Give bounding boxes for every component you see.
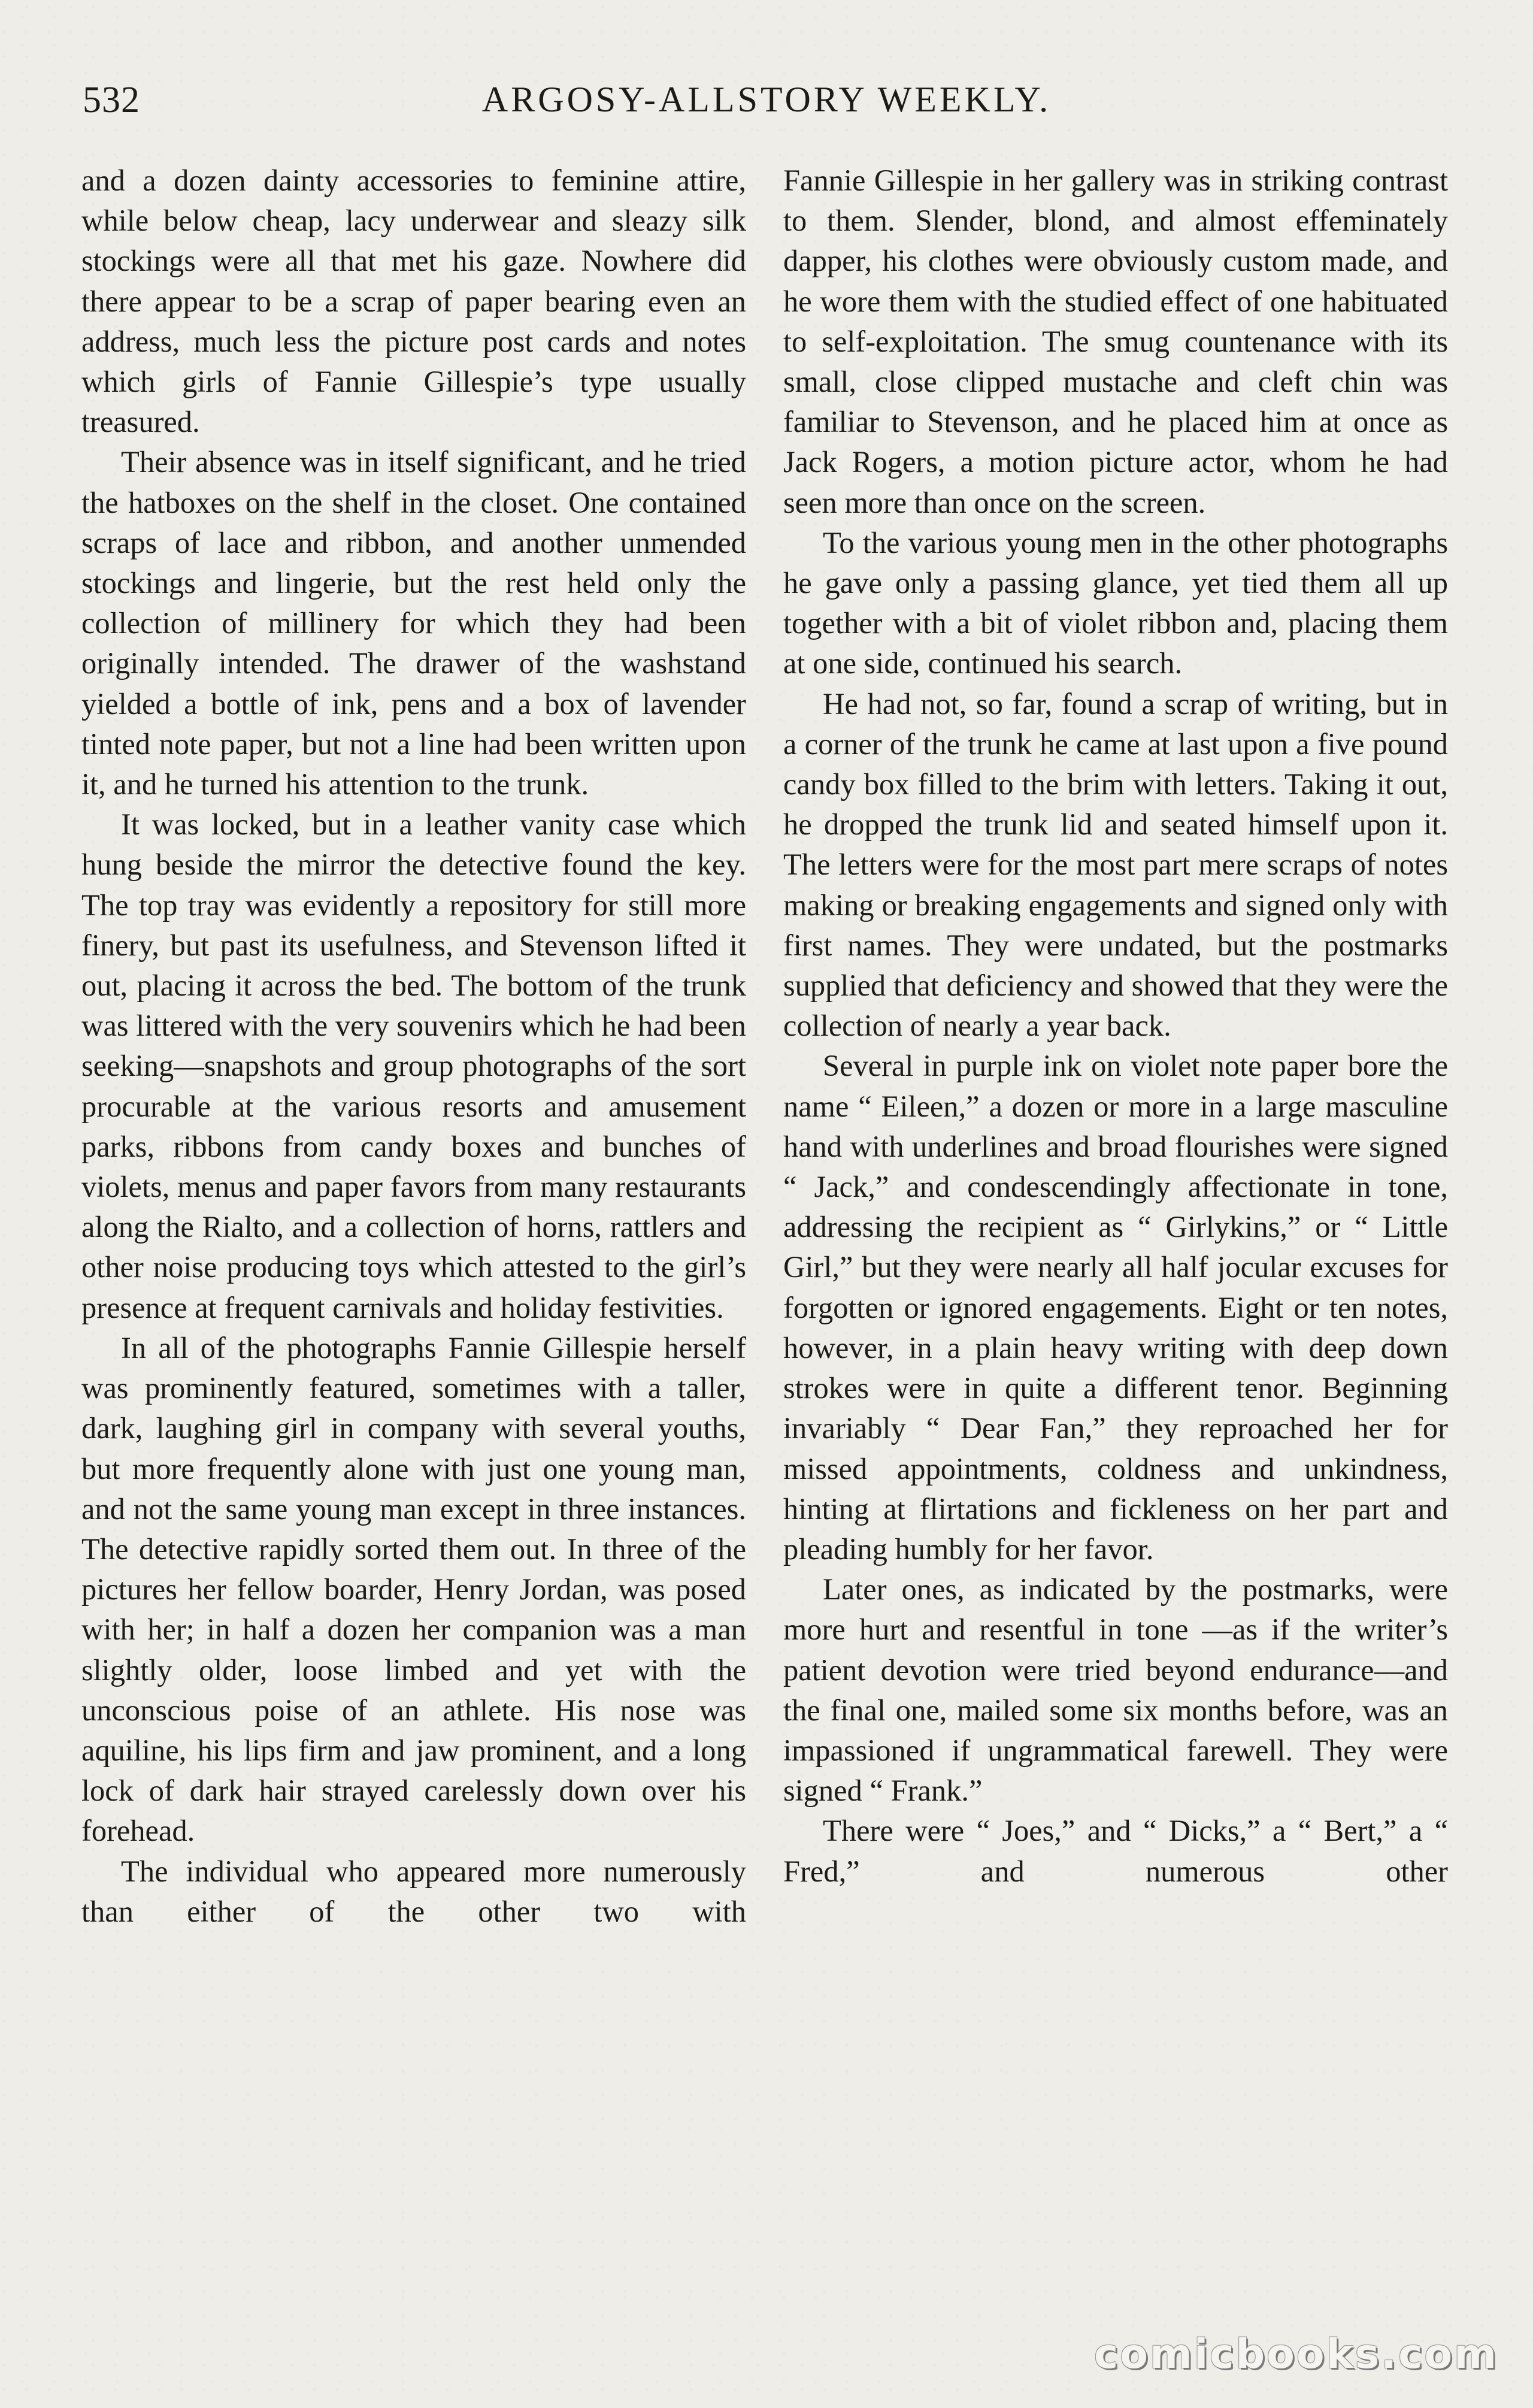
paragraph: There were “ Joes,” and “ Dicks,” a “ Bert,” a “ Fred,” and numerous other (783, 1814, 1448, 1888)
paragraph: Their absence was in itself significant, and he tried the hatboxes on the shelf in the closet. One contained scraps of lace and ribbon, and another unmended stockings and lingerie, but the rest held only the collection of millinery for which they had been originally intended. The drawer of the washstand yielded a bottle of ink, pens and a box of lavender tinted note paper, but not a line had been written upon it, and he turned his attention to the trunk. (81, 445, 746, 801)
paragraph: He had not, so far, found a scrap of writing, but in a corner of the trunk he came at last upon a five pound candy box filled to the brim with letters. Taking it out, he dropped the trunk lid and seated himself upon it. The letters were for the most part mere scraps of notes making or breaking engagements and signed only with first names. They were undated, but the postmarks supplied that deficiency and showed that they were the collection of nearly a year back. (783, 686, 1448, 1043)
paragraph: In all of the photographs Fannie Gillespie herself was prominently featured, sometimes with a taller, dark, laughing girl in company with several youths, but more frequently alone with just one young man, and not the same young man except in three instances. The detective rapidly sorted them out. In three of the pictures her fellow boarder, Henry Jordan, was posed with her; in half a dozen her companion was a man slightly older, loose limbed and yet with the unconscious poise of an athlete. His nose was aquiline, his lips firm and jaw prominent, and a long lock of dark hair strayed carelessly down over his forehead. (81, 1330, 746, 1848)
paragraph: Fannie Gillespie in her gallery was in striking contrast to them. Slender, blond, and almost effeminately dapper, his clothes were obviously custom made, and he wore them with the studied effect of one habituated to self-exploitation. The smug countenance with its small, close clipped mustache and cleft chin was familiar to Stevenson, and he placed him at once as Jack Rogers, a motion picture actor, whom he had seen more than once on the screen. (783, 164, 1448, 519)
paragraph: Several in purple ink on violet note paper bore the name “ Eileen,” a dozen or more in a large masculine hand with underlines and broad flourishes were signed “ Jack,” and condescendingly affectionate in tone, addressing the recipient as “ Girlykins,” or “ Little Girl,” but they were nearly all half jocular excuses for forgotten or ignored engagements. Eight or ten notes, however, in a plain heavy writing with deep down strokes were in quite a different tenor. Beginning invariably “ Dear Fan,” they reproached her for missed appointments, coldness and unkindness, hinting at flirtations and fickleness on her part and pleading humbly for her favor. (783, 1049, 1448, 1566)
running-title: ARGOSY-ALLSTORY WEEKLY. (481, 80, 1052, 119)
page-header (0, 67, 1533, 127)
paragraph: It was locked, but in a leather vanity case which hung beside the mirror the detective found the key. The top tray was evidently a repository for still more finery, but past its usefulness, and Stevenson lifted it out, placing it across the bed. The bottom of the trunk was littered with the very souvenirs which he had been seeking—snapshots and group photographs of the sort procurable at the various resorts and amusement parks, ribbons from candy boxes and bunches of violets, menus and paper favors from many restaurants along the Rialto, and a collection of horns, rattlers and other noise producing toys which attested to the girl’s presence at frequent carnivals and holiday festivities. (81, 807, 746, 1324)
right-column (783, 161, 1448, 1892)
watermark: comicbooks.com (1093, 2331, 1498, 2378)
paragraph: and a dozen dainty accessories to feminine attire, while below cheap, lacy underwear and sleazy silk stockings were all that met his gaze. Nowhere did there appear to be a scrap of paper bearing even an address, much less the picture post cards and notes which girls of Fannie Gillespie’s type usually treasured. (81, 164, 746, 439)
paragraph: The individual who appeared more numerously than either of the other two with (81, 1854, 746, 1928)
left-column (81, 161, 746, 1932)
page-number: 532 (83, 80, 140, 120)
paragraph: To the various young men in the other photographs he gave only a passing glance, yet tied them all up together with a bit of violet ribbon and, placing them at one side, continued his search. (783, 525, 1448, 680)
paragraph: Later ones, as indicated by the postmarks, were more hurt and resentful in tone —as if the writer’s patient devotion were tried beyond endurance—and the final one, mailed some six months before, was an impassioned if ungrammatical farewell. They were signed “ Frank.” (783, 1572, 1448, 1808)
